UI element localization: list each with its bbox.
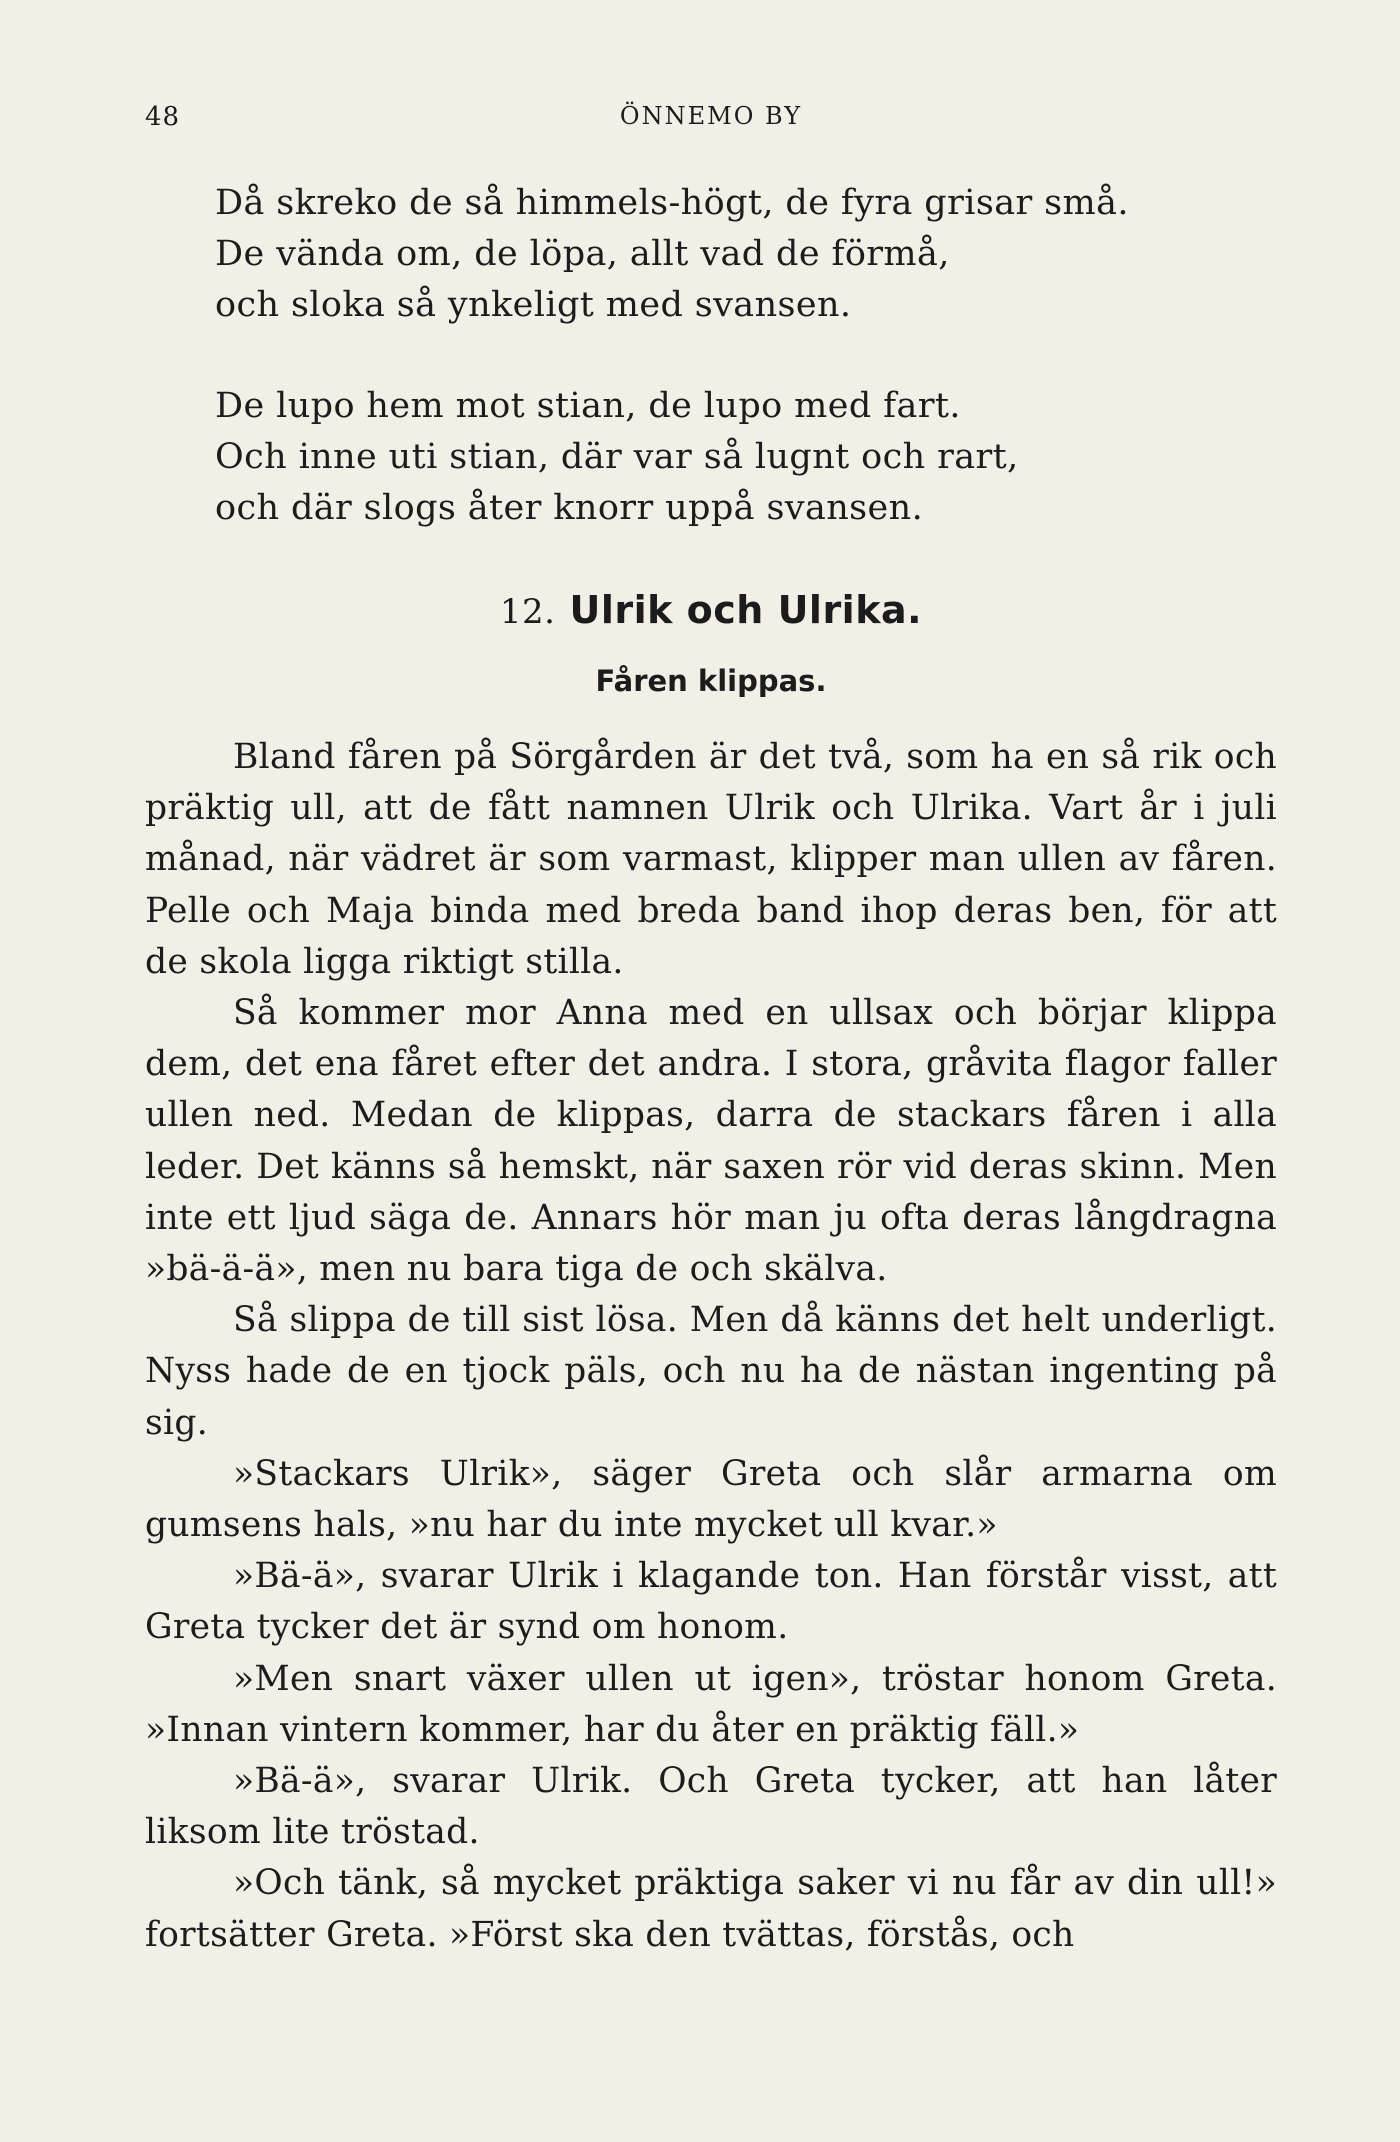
paragraph: »Bä-ä», svarar Ulrik. Och Greta tycker, att han låter liksom lite tröstad. <box>145 1761 1277 1853</box>
paragraph: Bland fåren på Sörgården är det två, som ha en så rik och präktig ull, att de fått namnen Ulrik och Ulrika. Vart år i juli månad, när vädret är som varmast, klipper man ullen av fåren. Pelle och Maja binda med breda band ihop deras ben, för att de skola ligga riktigt stilla. <box>145 737 1277 982</box>
paragraph: »Och tänk, så mycket präktiga saker vi nu får av din ull!» fortsätter Greta. »Först ska den tvättas, förstås, och <box>145 1863 1277 1955</box>
body-text <box>145 732 1277 1961</box>
running-head <box>145 90 1277 140</box>
chapter-number: 12. <box>499 592 556 632</box>
paragraph: Så slippa de till sist lösa. Men då känns det helt underligt. Nyss hade de en tjock päls, och nu ha de nästan ingenting på sig. <box>145 1300 1277 1443</box>
paragraph: Så kommer mor Anna med en ullsax och börjar klippa dem, det ena fåret efter det andra. I stora, gråvita flagor faller ullen ned. Medan de klippas, darra de stackars fåren i alla leder. Det känns så hemskt, när saxen rör vid deras skinn. Men inte ett ljud säga de. Annars hör man ju ofta deras långdragna »bä-ä-ä», men nu bara tiga de och skälva. <box>145 993 1277 1290</box>
section-title: Fåren klippas. <box>595 664 827 698</box>
book-page <box>145 90 1277 1961</box>
verse-line: De lupo hem mot stian, de lupo med fart. <box>215 386 961 426</box>
verse-line: och där slogs åter knorr uppå svansen. <box>215 488 924 528</box>
chapter-heading <box>145 588 1277 632</box>
paragraph: »Men snart växer ullen ut igen», tröstar honom Greta. »Innan vintern kommer, har du åter en präktig fäll.» <box>145 1658 1277 1750</box>
paragraph: »Stackars Ulrik», säger Greta och slår armarna om gumsens hals, »nu har du inte mycket ull kvar.» <box>145 1453 1277 1546</box>
page-number: 48 <box>145 102 181 132</box>
paragraph: »Bä-ä», svarar Ulrik i klagande ton. Han förstår visst, att Greta tycker det är synd om honom. <box>145 1556 1277 1648</box>
verse-stanza <box>145 381 1277 534</box>
verse-line: Och inne uti stian, där var så lugnt och rart, <box>215 437 1019 477</box>
verse-line: De vända om, de löpa, allt vad de förmå, <box>215 234 950 274</box>
verse-stanza <box>145 178 1277 331</box>
verse-line: Då skreko de så himmels-högt, de fyra grisar små. <box>215 183 1129 223</box>
chapter-title: Ulrik och Ulrika. <box>569 588 923 632</box>
verse-line: och sloka så ynkeligt med svansen. <box>215 285 852 325</box>
running-title: ÖNNEMO BY <box>619 102 803 130</box>
